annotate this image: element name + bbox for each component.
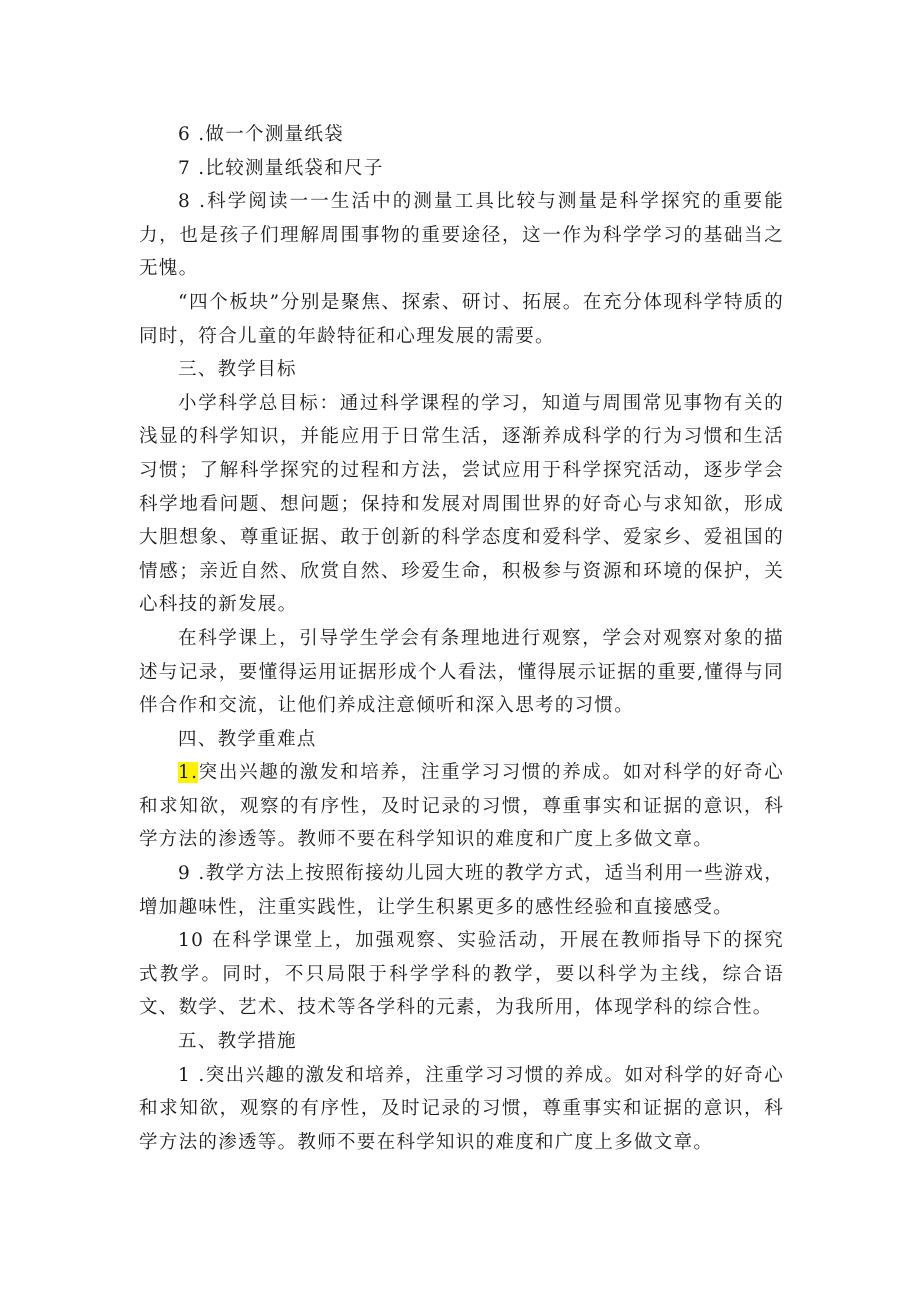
document-page (139, 118, 784, 1159)
list-item-7: 7 .比较测量纸袋和尺子 (178, 157, 384, 179)
highlight-marker: 1. (178, 762, 199, 784)
list-item-8: 8 .科学阅读一一生活中的测量工具比较与测量是科学探究的重要能力，也是孩子们理解周围事物的重要途径，这一作为科学学习的基础当之无愧。 (139, 191, 784, 280)
section-heading-teaching-goals: 三、教学目标 (178, 359, 297, 381)
four-sections-paragraph: “四个板块”分别是聚焦、探索、研讨、拓展。在充分体现科学特质的同时，符合儿童的年龄特征和心理发展的需要。 (139, 291, 784, 347)
classroom-guidance-paragraph: 在科学课上，引导学生学会有条理地进行观察，学会对观察对象的描述与记录，要懂得运用证据形成个人看法，懂得展示证据的重要,懂得与同伴合作和交流，让他们养成注意倾听和深入思考的习惯。 (139, 627, 784, 717)
section-heading-teaching-measures: 五、教学措施 (178, 1031, 297, 1053)
highlighted-item-text: 突出兴趣的激发和培养，注重学习习惯的养成。如对科学的好奇心和求知欲，观察的有序性，及时记录的习惯，尊重事实和证据的意识，科学方法的渗透等。教师不要在科学知识的难度和广度上多做文章。 (139, 762, 784, 851)
measures-list-item-1: 1 .突出兴趣的激发和培养，注重学习习惯的养成。如对科学的好奇心和求知欲，观察的有序性，及时记录的习惯，尊重事实和证据的意识，科学方法的渗透等。教师不要在科学知识的难度和广度上多做文章。 (139, 1064, 784, 1153)
overall-goal-paragraph: 小学科学总目标：通过科学课程的学习，知道与周围常见事物有关的浅显的科学知识，并能应用于日常生活，逐渐养成科学的行为习惯和生活习惯；了解科学探究的过程和方法，尝试应用于科学探究活动，逐步学会科学地看问题、想问题；保持和发展对周围世界的好奇心与求知欲，形成大胆想象、尊重证据、敢于创新的科学态度和爱科学、爱家乡、爱祖国的情感；亲近自然、欣赏自然、珍爱生命，积极参与资源和环境的保护，关心科技的新发展。 (139, 392, 784, 616)
section-heading-key-difficulties: 四、教学重难点 (178, 728, 317, 750)
highlighted-list-item-1 (139, 756, 784, 857)
list-item-9: 9 .教学方法上按照衔接幼儿园大班的教学方式，适当利用一些游戏，增加趣味性，注重实践性，让学生积累更多的感性经验和直接感受。 (139, 863, 784, 918)
list-item-6: 6 .做一个测量纸袋 (178, 124, 345, 145)
list-item-10: 10 在科学课堂上，加强观察、实验活动，开展在教师指导下的探究式教学。同时，不只局限于科学学科的教学，要以科学为主线，综合语文、数学、艺术、技术等各学科的元素，为我所用，体现学科的综合性。 (139, 930, 784, 1019)
